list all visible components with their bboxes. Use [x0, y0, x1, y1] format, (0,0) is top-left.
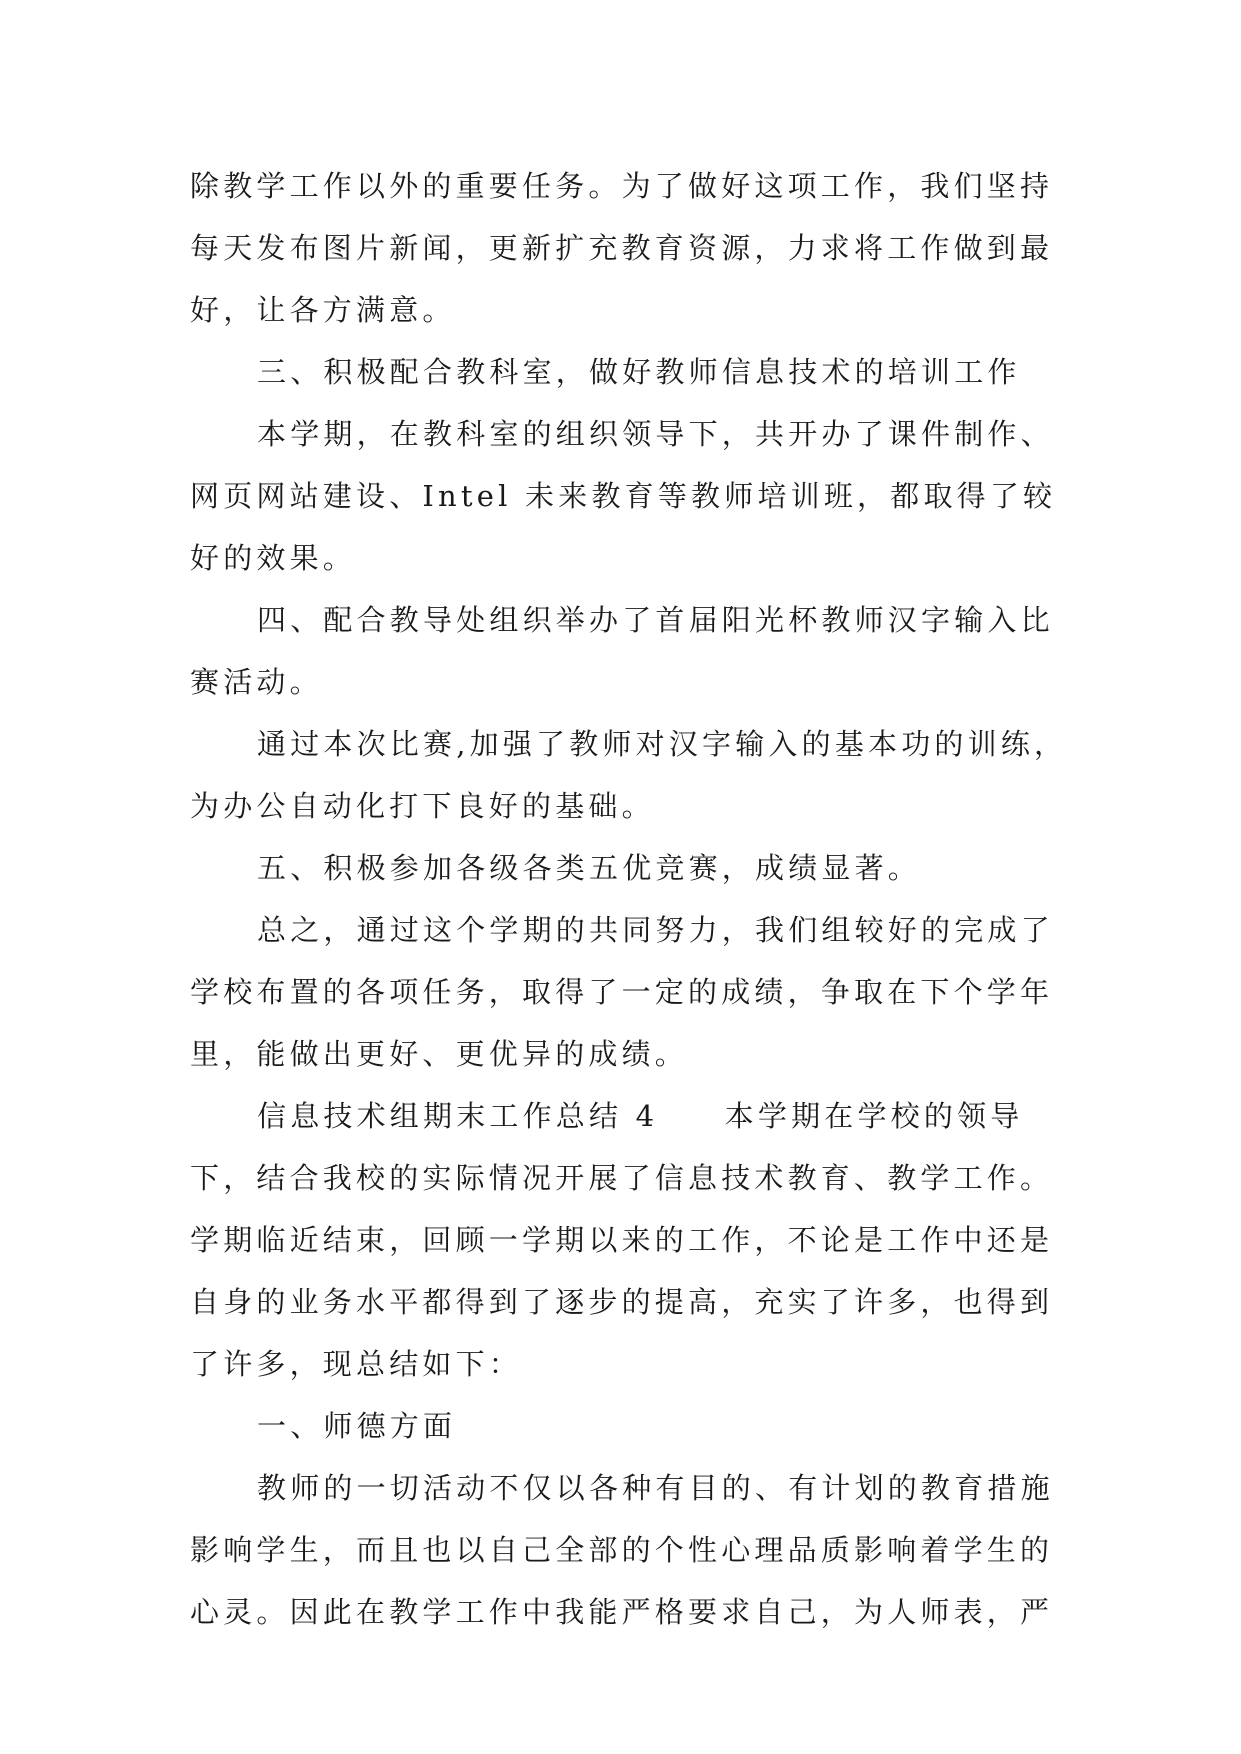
- text-line: 影响学生，而且也以自己全部的个性心理品质影响着学生的: [190, 1533, 1054, 1567]
- text-line: 每天发布图片新闻，更新扩充教育资源，力求将工作做到最: [190, 231, 1054, 265]
- text-line: 心灵。因此在教学工作中我能严格要求自己，为人师表，严: [190, 1595, 1054, 1629]
- text-line: 好的效果。: [190, 541, 357, 575]
- text-line: 网页网站建设、Intel 未来教育等教师培训班，都取得了较: [190, 479, 1057, 513]
- document-title-line: 信息技术组期末工作总结 4 本学期在学校的领导: [257, 1099, 1024, 1133]
- text-line: 好，让各方满意。: [190, 293, 456, 327]
- section-heading: 三、积极配合教科室，做好教师信息技术的培训工作: [257, 355, 1021, 389]
- section-heading: 一、师德方面: [257, 1409, 457, 1443]
- text-line: 自身的业务水平都得到了逐步的提高，充实了许多，也得到: [190, 1285, 1054, 1319]
- text-line: 赛活动。: [190, 665, 323, 699]
- text-line: 总之，通过这个学期的共同努力，我们组较好的完成了: [257, 913, 1054, 947]
- text-line: 本学期，在教科室的组织领导下，共开办了课件制作、: [257, 417, 1054, 451]
- text-line: 里，能做出更好、更优异的成绩。: [190, 1037, 689, 1071]
- text-line: 除教学工作以外的重要任务。为了做好这项工作，我们坚持: [190, 169, 1054, 203]
- text-line: 下，结合我校的实际情况开展了信息技术教育、教学工作。: [190, 1161, 1054, 1195]
- text-line: 为办公自动化打下良好的基础。: [190, 789, 655, 823]
- section-heading: 五、积极参加各级各类五优竞赛，成绩显著。: [257, 851, 922, 885]
- section-heading: 四、配合教导处组织举办了首届阳光杯教师汉字输入比: [257, 603, 1054, 637]
- text-line: 教师的一切活动不仅以各种有目的、有计划的教育措施: [257, 1471, 1054, 1505]
- text-line: 学校布置的各项任务，取得了一定的成绩，争取在下个学年: [190, 975, 1054, 1009]
- text-line: 学期临近结束，回顾一学期以来的工作，不论是工作中还是: [190, 1223, 1054, 1257]
- text-line: 了许多，现总结如下：: [190, 1347, 523, 1381]
- text-line: 通过本次比赛,加强了教师对汉字输入的基本功的训练，: [257, 727, 1068, 761]
